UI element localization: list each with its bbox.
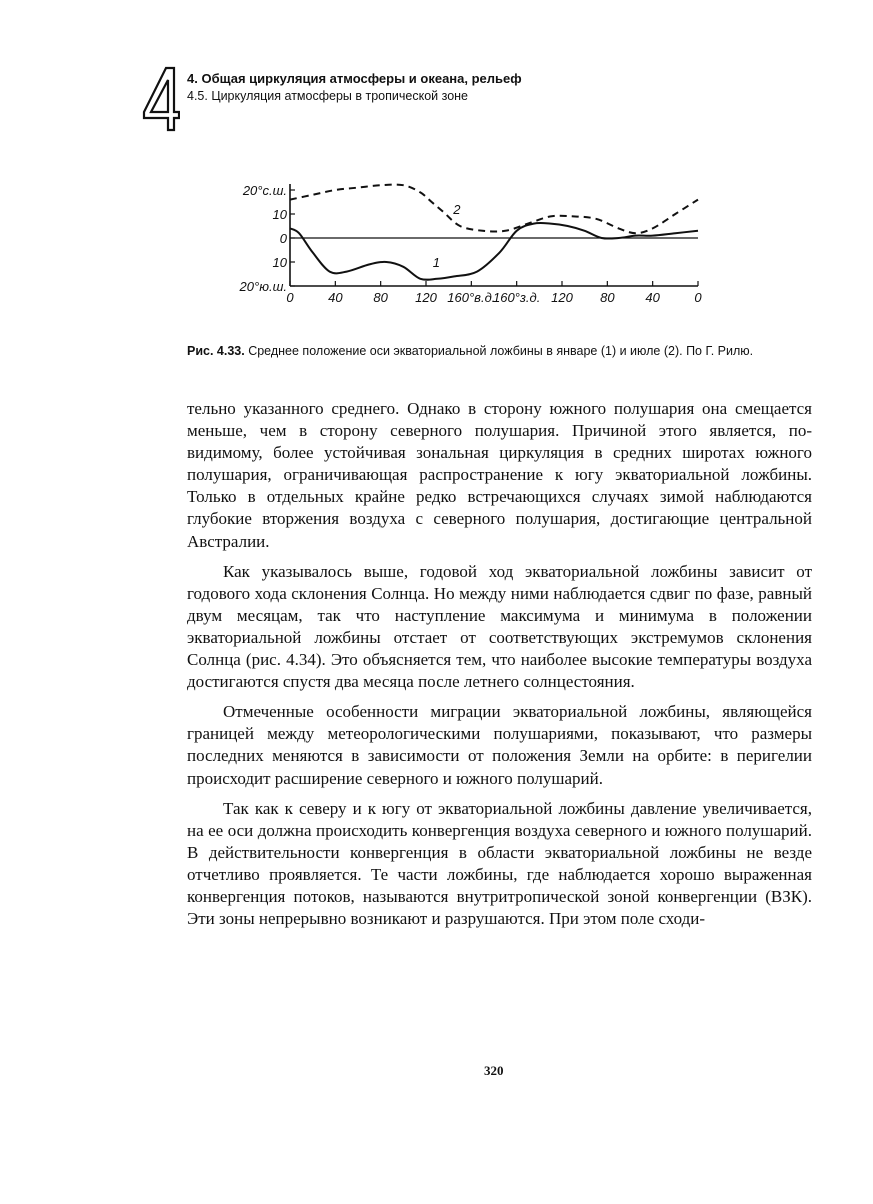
section-title: 4.5. Циркуляция атмосферы в тропической зоне (187, 89, 468, 103)
y-tick-label: 20°с.ш. (242, 183, 287, 198)
x-tick-label: 160°в.д. (447, 290, 496, 305)
x-tick-label: 0 (694, 290, 702, 305)
curve-label-2: 2 (453, 202, 461, 217)
x-tick-label: 0 (286, 290, 294, 305)
paragraph-4: Так как к северу и к югу от экваториальной ложбины давление увеличивается, на ее оси должна происходить конвергенция воздуха северного и южного полушарий. В действительности конвергенция в области экваториальной ложбины не везде отчетливо проявляется. Те части ложбины, где наблюдается хорошо выраженная конвергенция потоков, называются внутритропической зоной конвергенции (ВЗК). Эти зоны непрерывно возникают и разрушаются. При этом поле сходи- (187, 798, 812, 929)
running-header (187, 70, 522, 105)
body-text (187, 398, 812, 938)
x-tick-label: 40 (645, 290, 660, 305)
x-tick-label: 120 (551, 290, 573, 305)
chapter-title: 4. Общая циркуляция атмосферы и океана, рельеф (187, 71, 522, 86)
y-tick-label: 10 (272, 207, 287, 222)
page-number: 320 (484, 1063, 504, 1078)
trough-position-chart (228, 168, 718, 318)
y-tick-label: 20°ю.ш. (239, 279, 287, 294)
x-tick-label: 80 (600, 290, 615, 305)
x-tick-label: 80 (373, 290, 388, 305)
caption-lead: Рис. 4.33. (187, 344, 245, 358)
x-tick-label: 160°з.д. (492, 290, 541, 305)
paragraph-3: Отмеченные особенности миграции экваториальной ложбины, являющейся границей между метеорологическими полушариями, показывают, что размеры последних меняются в зависимости от положения Земли на орбите: в перигелии происходит расширение северного и южного полушарий. (187, 702, 812, 788)
y-tick-label: 0 (279, 231, 287, 246)
figure-4-33 (228, 168, 718, 318)
y-tick-label: 10 (272, 255, 287, 270)
chapter-number-glyph (140, 66, 180, 132)
x-tick-label: 40 (328, 290, 343, 305)
paragraph-1: тельно указанного среднего. Однако в сторону южного полушария она смещается меньше, чем в сторону северного полушария. Причиной этого является, по-видимому, более устойчивая зональная циркуляция в средних широтах южного полушария, ограничивающая распространение к югу экваториальной ложбины. Только в отдельных крайне редко встречающихся случаях зимой наблюдаются глубокие вторжения воздуха с северного полушария, достигающие центральной Австралии. (187, 399, 812, 551)
series-2-line (290, 185, 698, 234)
figure-caption (187, 342, 807, 360)
caption-text: Среднее положение оси экваториальной ложбины в январе (1) и июле (2). По Г. Рилю. (244, 344, 754, 358)
paragraph-2: Как указывалось выше, годовой ход экваториальной ложбины зависит от годового хода склонения Солнца. Но между ними наблюдается сдвиг по фазе, равный двум месяцам, так что наступление максимума и минимума в положении экваториальной ложбины отстает от соответствующих экстремумов склонения Солнца (рис. 4.34). Это объясняется тем, что наиболее высокие температуры воздуха достигаются спустя два месяца после летнего солнцестояния. (187, 561, 812, 692)
x-tick-label: 120 (415, 290, 437, 305)
curve-label-1: 1 (432, 254, 441, 270)
